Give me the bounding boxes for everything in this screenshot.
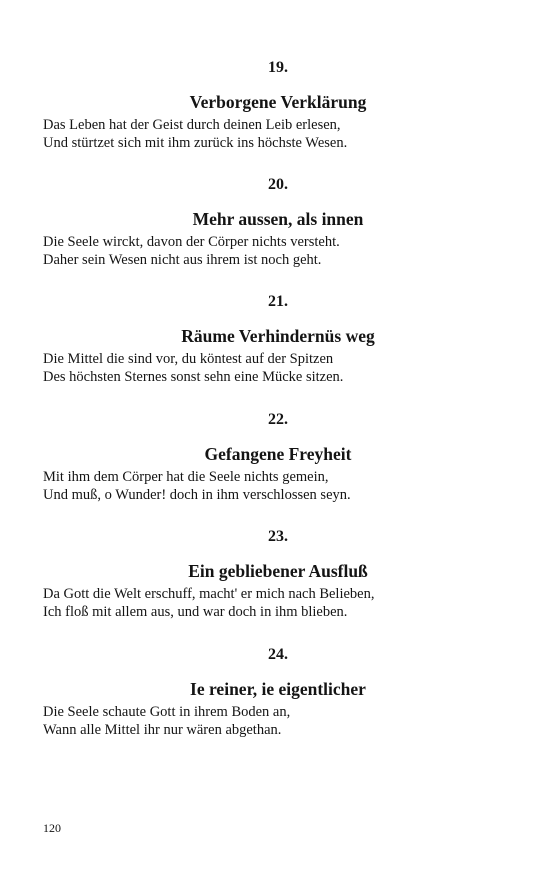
verse-line: Mit ihm dem Cörper hat die Seele nichts gemein, xyxy=(43,469,329,485)
epigram-verse xyxy=(43,585,513,621)
verse-line: Ich floß mit allem aus, und war doch in ihm blieben. xyxy=(43,604,348,620)
epigram-number: 23. xyxy=(268,528,288,545)
epigram-19 xyxy=(43,58,513,152)
verse-line: Die Mittel die sind vor, du köntest auf der Spitzen xyxy=(43,351,334,367)
verse-line: Und stürtzet sich mit ihm zurück ins höchste Wesen. xyxy=(43,135,348,151)
epigram-title: Räume Verhindernüs weg xyxy=(181,326,375,346)
verse-line: Daher sein Wesen nicht aus ihrem ist noch geht. xyxy=(43,252,322,268)
verse-line: Die Seele wirckt, davon der Cörper nichts versteht. xyxy=(43,234,340,250)
epigram-verse xyxy=(43,468,513,504)
epigram-22 xyxy=(43,410,513,504)
epigram-title: Mehr aussen, als innen xyxy=(192,209,364,229)
verse-line: Des höchsten Sternes sonst sehn eine Mücke sitzen. xyxy=(43,369,344,385)
epigram-21 xyxy=(43,292,513,386)
epigram-verse xyxy=(43,703,513,739)
epigram-number: 19. xyxy=(268,59,288,76)
verse-line: Das Leben hat der Geist durch deinen Leib erlesen, xyxy=(43,117,341,133)
epigram-title: Gefangene Freyheit xyxy=(204,444,352,464)
epigram-verse xyxy=(43,350,513,386)
epigram-number: 21. xyxy=(268,293,288,310)
epigram-title: Ein gebliebener Ausfluß xyxy=(188,561,368,581)
epigram-verse xyxy=(43,233,513,269)
verse-line: Wann alle Mittel ihr nur wären abgethan. xyxy=(43,722,282,738)
verse-line: Die Seele schaute Gott in ihrem Boden an, xyxy=(43,704,291,720)
page-number: 120 xyxy=(43,821,61,835)
epigram-number: 22. xyxy=(268,411,288,428)
epigram-number: 20. xyxy=(268,176,288,193)
epigram-23 xyxy=(43,527,513,621)
epigram-20 xyxy=(43,175,513,269)
epigram-title: Ie reiner, ie eigentlicher xyxy=(190,679,366,699)
epigram-verse xyxy=(43,116,513,152)
verse-line: Da Gott die Welt erschuff, macht' er mich nach Belieben, xyxy=(43,586,375,602)
epigram-24 xyxy=(43,645,513,739)
epigram-title: Verborgene Verklärung xyxy=(189,92,367,112)
verse-line: Und muß, o Wunder! doch in ihm verschlossen seyn. xyxy=(43,487,351,503)
epigram-number: 24. xyxy=(268,646,288,663)
book-page xyxy=(43,0,513,880)
